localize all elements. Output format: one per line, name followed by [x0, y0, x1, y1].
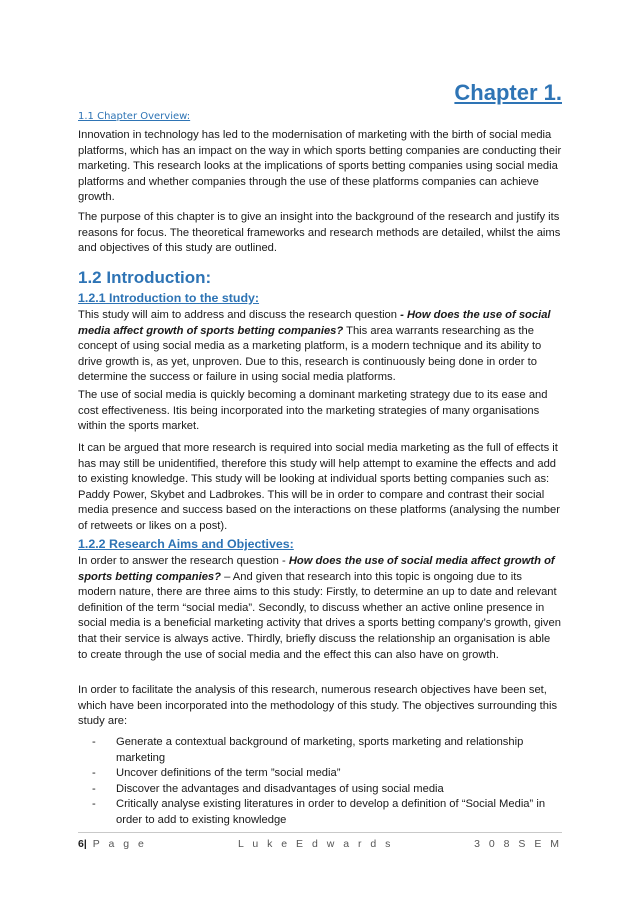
- overview-paragraph-2: The purpose of this chapter is to give an insight into the background of the research and justify its reasons for focus. The theoretical frameworks and research methods are detailed, whilst the aims and objectives of this study are outlined.: [78, 211, 561, 255]
- objectives-list: [92, 735, 552, 829]
- list-item: [92, 782, 552, 798]
- section-heading-introduction: 1.2 Introduction:: [78, 268, 212, 287]
- subsection-heading-intro-study: 1.2.1 Introduction to the study:: [78, 291, 260, 305]
- aims-paragraph-2: In order to facilitate the analysis of this research, numerous research objectives have been set, which have been incorporated into the methodology of this study. The objectives surrounding this study are:: [78, 684, 558, 728]
- intro-paragraph-3: It can be argued that more research is required into social media marketing as the full of effects it has may still be unidentified, therefore this study will help attempt to examine the effects and add to existing knowledge. This study will be looking at individual sports betting companies such as: Paddy Power, Skybet and Ladbrokes. This will be in order to compare and contrast their social media presence and success based on the interactions on these platforms (analysing the number of retweets or likes on a post).: [78, 442, 560, 532]
- page-number: 6: [78, 838, 84, 850]
- chapter-title: Chapter 1.: [454, 80, 562, 105]
- intro-paragraph-1-a: This study will aim to address and discuss the research question: [78, 309, 401, 321]
- page-label: P a g e: [92, 838, 147, 850]
- footer-code: 3 0 8 S E M: [474, 838, 562, 850]
- aims-paragraph-1-a: In order to answer the research question -: [78, 555, 289, 567]
- section-heading-overview: 1.1 Chapter Overview:: [78, 111, 191, 122]
- intro-paragraph-2: The use of social media is quickly becoming a dominant marketing strategy due to its ease and cost effectiveness. Itis being incorporated into the marketing strategies of many organisations within the sports market.: [78, 389, 548, 433]
- objective-text: Discover the advantages and disadvantages of using social media: [116, 782, 444, 795]
- footer-page: [78, 838, 147, 850]
- dash-marker: -: [92, 736, 96, 748]
- footer-divider: [78, 832, 562, 833]
- research-question: - How does the use of social media affect growth of sports betting companies?: [78, 309, 551, 337]
- objective-text: Uncover definitions of the term ”social media”: [116, 767, 341, 780]
- intro-paragraph-1-b: This area warrants researching as the concept of using social media as a marketing platform, is a modern technique and its ability to drive growth is, as yet, unproven. Due to this, research is continuously being done in order to determine the success or failure in using social media platforms.: [78, 324, 542, 384]
- list-item: [92, 797, 552, 828]
- dash-marker: -: [92, 798, 96, 811]
- objective-text: Generate a contextual background of marketing, sports marketing and relationship marketing: [116, 736, 524, 764]
- list-item: [92, 766, 552, 782]
- aims-paragraph-1: [78, 554, 562, 663]
- list-item: [92, 735, 552, 766]
- dash-marker: -: [92, 782, 96, 795]
- overview-paragraph-1: Innovation in technology has led to the modernisation of marketing with the birth of social media platforms, which has an impact on the way in which sports betting companies are conducting their marketing. This research looks at the implications of sports betting companies using social media platforms and whether companies through the use of these platforms companies can achieve growth.: [78, 129, 562, 204]
- footer-author: L u k e E d w a r d s: [238, 838, 394, 850]
- footer-separator: |: [83, 838, 87, 850]
- objective-text: Critically analyse existing literatures in order to develop a definition of “Social Media” in order to add to existing knowledge: [116, 798, 546, 826]
- dash-marker: -: [92, 767, 96, 780]
- intro-paragraph-1: [78, 308, 562, 386]
- research-question-2: How does the use of social media affect growth of sports betting companies?: [78, 555, 555, 583]
- aims-paragraph-1-b: – And given that research into this topic is ongoing due to its modern nature, there are three aims to this study: Firstly, to determine an up to date and relevant definition of the term “social media”. Secondly, to discuss whether an active online presence in social media is a beneficial marketing activity that drives a sports betting company’s growth, given that their service is always active. Thirdly, briefly discuss the relationship an organisation is able to create through the use of social media and the effect this can also have on growth.: [78, 570, 561, 661]
- subsection-heading-aims: 1.2.2 Research Aims and Objectives:: [78, 537, 294, 551]
